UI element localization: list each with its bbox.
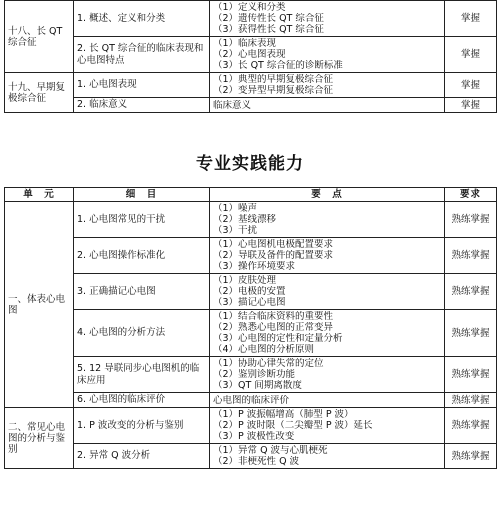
- points-cell: [210, 393, 445, 408]
- unit-cell: 十八、长 QT 综合征: [5, 1, 74, 73]
- requirement-cell: 熟练掌握: [445, 202, 497, 238]
- points-cell: [210, 357, 445, 393]
- item-cell: 4. 心电图的分析方法: [74, 310, 210, 357]
- table-row: [5, 393, 497, 408]
- point-line: （4）心电图的分析原则: [213, 344, 315, 355]
- section-title: 专业实践能力: [196, 154, 304, 174]
- requirement-cell: 掌握: [445, 98, 497, 113]
- point-line: （2）熟悉心电图的正常变异: [213, 322, 334, 333]
- point-line: （2）遗传性长 QT 综合征: [213, 13, 324, 24]
- point-line: （3）长 QT 综合征的诊断标准: [213, 60, 343, 71]
- point-line: （1）临床表现: [213, 38, 277, 49]
- points-cell: [210, 274, 445, 310]
- point-line: （3）心电图的定性和定量分析: [213, 333, 343, 344]
- table-row: [5, 444, 497, 469]
- item-cell: 2. 心电图操作标准化: [74, 238, 210, 274]
- item-cell: 5. 12 导联同步心电图机的临床应用: [74, 357, 210, 393]
- point-line: （2）鉴别诊断功能: [213, 369, 296, 380]
- table-row: [5, 274, 497, 310]
- point-line: （3）QT 间期离散度: [213, 380, 302, 391]
- point-line: （1）定义和分类: [213, 2, 286, 13]
- points-cell: [210, 310, 445, 357]
- points-cell: [210, 98, 445, 113]
- item-cell: 3. 正确描记心电图: [74, 274, 210, 310]
- point-line: （3）干扰: [213, 225, 258, 236]
- points-cell: [210, 202, 445, 238]
- header-point: 要 点: [210, 188, 445, 202]
- point-line: （2）电极的安置: [213, 286, 286, 297]
- requirement-cell: 熟练掌握: [445, 393, 497, 408]
- point-line: （3）P 波极性改变: [213, 431, 295, 442]
- item-cell: 2. 异常 Q 波分析: [74, 444, 210, 469]
- points-cell: [210, 408, 445, 444]
- unit-cell: 一、体表心电图: [5, 202, 74, 408]
- header-row: [5, 188, 497, 202]
- requirement-cell: 熟练掌握: [445, 310, 497, 357]
- item-cell: 1. 心电图表现: [74, 73, 210, 98]
- point-line: （1）典型的早期复极综合征: [213, 74, 334, 85]
- table-top: [4, 0, 497, 113]
- table-row: [5, 98, 497, 113]
- points-cell: [210, 1, 445, 37]
- points-cell: [210, 238, 445, 274]
- item-cell: 1. P 波改变的分析与鉴别: [74, 408, 210, 444]
- requirement-cell: 熟练掌握: [445, 238, 497, 274]
- requirement-cell: 掌握: [445, 37, 497, 73]
- requirement-cell: 熟练掌握: [445, 444, 497, 469]
- point-line: （1）结合临床资料的重要性: [213, 311, 334, 322]
- point-line: 心电图的临床评价: [213, 394, 290, 406]
- item-cell: 1. 心电图常见的干扰: [74, 202, 210, 238]
- point-line: （1）P 波振幅增高（肺型 P 波）: [213, 409, 354, 420]
- table-row: [5, 202, 497, 238]
- point-line: （2）变异型早期复极综合征: [213, 85, 334, 96]
- point-line: （3）操作环境要求: [213, 261, 296, 272]
- requirement-cell: 掌握: [445, 1, 497, 37]
- unit-cell: 二、常见心电图的分析与鉴别: [5, 408, 74, 469]
- point-line: （2）导联及备件的配置要求: [213, 250, 334, 261]
- table-row: [5, 73, 497, 98]
- point-line: （1）协助心律失常的定位: [213, 358, 324, 369]
- item-cell: 1. 概述、定义和分类: [74, 1, 210, 37]
- header-item: 细 目: [74, 188, 210, 202]
- requirement-cell: 熟练掌握: [445, 357, 497, 393]
- table-row: [5, 37, 497, 73]
- item-cell: 6. 心电图的临床评价: [74, 393, 210, 408]
- table-row: [5, 1, 497, 37]
- requirement-cell: 掌握: [445, 73, 497, 98]
- points-cell: [210, 37, 445, 73]
- point-line: （1）噪声: [213, 203, 258, 214]
- point-line: （2）P 波时限（二尖瓣型 P 波）延长: [213, 420, 373, 431]
- table-row: [5, 357, 497, 393]
- table-row: [5, 310, 497, 357]
- table-practice: [4, 187, 497, 469]
- table-row: [5, 408, 497, 444]
- table-practice-body: [5, 202, 497, 469]
- table-top-body: [5, 1, 497, 113]
- point-line: （2）心电图表现: [213, 49, 286, 60]
- point-line: （1）异常 Q 波与心肌梗死: [213, 445, 328, 456]
- points-cell: [210, 444, 445, 469]
- unit-cell: 十九、早期复极综合征: [5, 73, 74, 113]
- point-line: （2）非梗死性 Q 波: [213, 456, 300, 467]
- points-cell: [210, 73, 445, 98]
- item-cell: 2. 长 QT 综合征的临床表现和心电图特点: [74, 37, 210, 73]
- point-line: （1）皮肤处理: [213, 275, 277, 286]
- header-unit: 单 元: [5, 188, 74, 202]
- point-line: （2）基线漂移: [213, 214, 277, 225]
- point-line: （3）描记心电图: [213, 297, 286, 308]
- point-line: （3）获得性长 QT 综合征: [213, 24, 324, 35]
- header-req: 要求: [445, 188, 497, 202]
- requirement-cell: 熟练掌握: [445, 274, 497, 310]
- point-line: （1）心电图机电极配置要求: [213, 239, 334, 250]
- table-row: [5, 238, 497, 274]
- requirement-cell: 熟练掌握: [445, 408, 497, 444]
- item-cell: 2. 临床意义: [74, 98, 210, 113]
- point-line: 临床意义: [213, 99, 252, 111]
